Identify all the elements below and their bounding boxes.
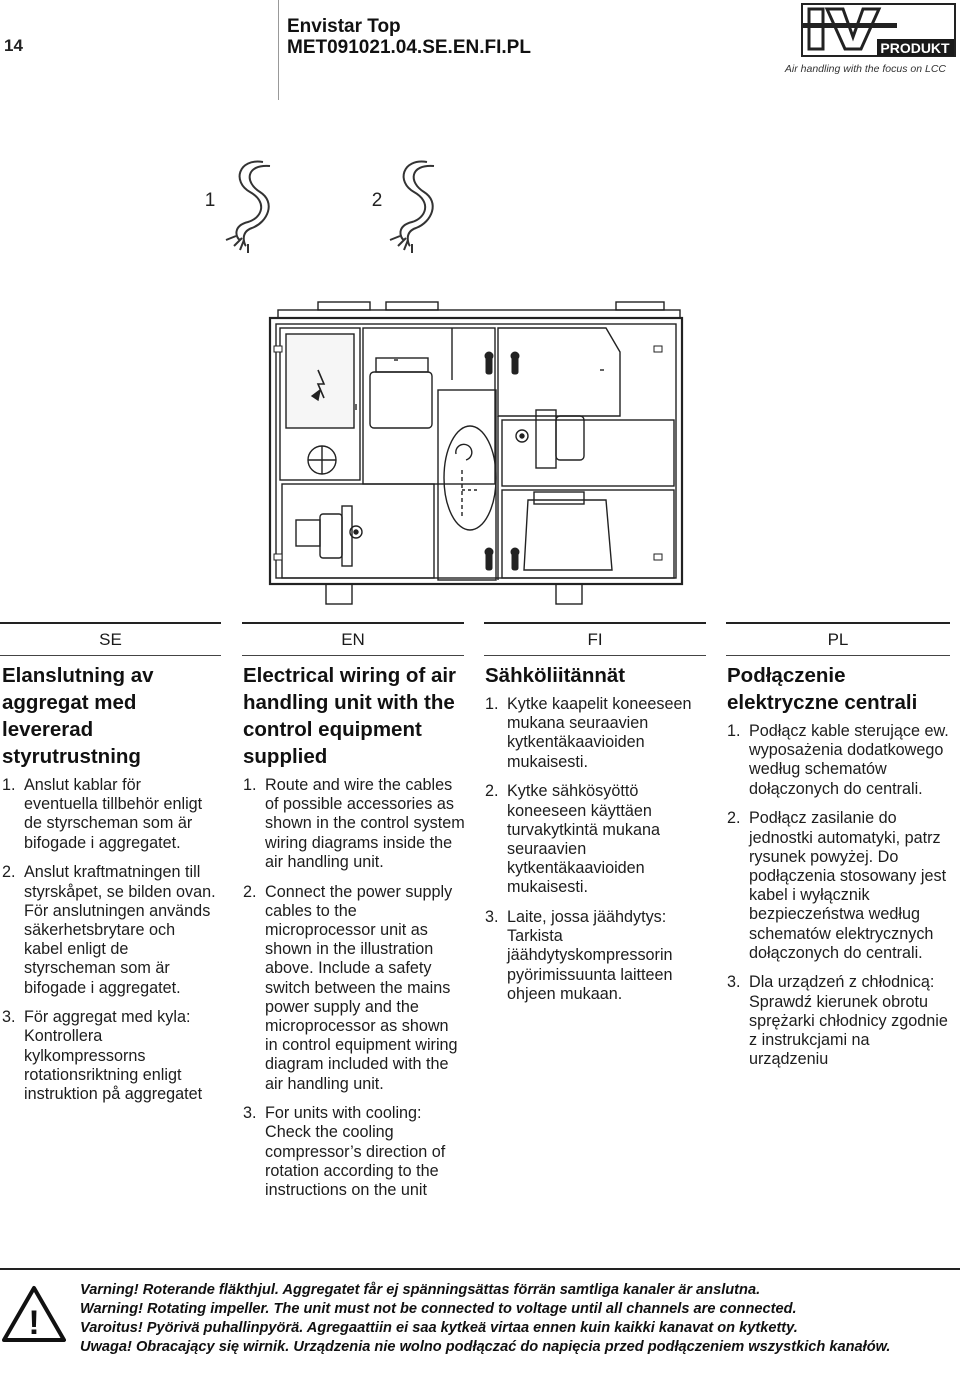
warning-text bbox=[80, 1281, 952, 1357]
step-text: För aggregat med kyla: Kontrollera kylkompressorns rotationsriktning enligt instruktion på aggregatet bbox=[24, 1008, 203, 1104]
step-text: Kytke sähkösyöttö koneeseen käyttäen turvakytkintä mukana seuraavien kytkentäkaavioiden mukaisesti. bbox=[507, 782, 660, 897]
step-number: 1. bbox=[485, 695, 499, 713]
document-code: MET091021.04.SE.EN.FI.PL bbox=[287, 37, 531, 58]
step-text: Dla urządzeń z chłodnicą: Sprawdź kierunek obrotu sprężarki chłodnicy zgodnie z instrukcjami na urządzeniu bbox=[749, 973, 948, 1069]
step-text: Laite, jossa jäähdytys: Tarkista jäähdytyskompressorin pyörimissuunta laitteen ohjeen mukaan. bbox=[507, 908, 673, 1003]
warning-symbol: ! bbox=[28, 1304, 40, 1342]
step-number: 3. bbox=[243, 1104, 257, 1123]
section-heading-pl: Podłączenie elektryczne centrali bbox=[727, 664, 918, 714]
logo-word: PRODUKT bbox=[880, 40, 950, 56]
step-text: Anslut kablar för eventuella tillbehör enligt de styrscheman som är bifogade i aggregatet. bbox=[24, 776, 203, 852]
step-item bbox=[727, 722, 949, 799]
steps-list-se bbox=[2, 776, 216, 1104]
step-item bbox=[727, 973, 949, 1069]
step-number: 2. bbox=[485, 782, 499, 801]
header-divider bbox=[0, 0, 279, 100]
step-text: Route and wire the cables of possible accessories as shown in the control system wiring diagrams inside the air handling unit. bbox=[265, 776, 465, 871]
step-text: Connect the power supply cables to the microprocessor unit as shown in the illustration above. Include a safety switch between the mains power supply and the microprocessor as shown in control equipment wiring diagram included with the air handling unit. bbox=[265, 882, 458, 1093]
warning-line-pl: Uwaga! Obracający się wirnik. Urządzenia nie wolno podłączać do napięcia przed podłączeniem wszystkich kanałów. bbox=[80, 1339, 891, 1355]
cable-2-label: 2 bbox=[371, 190, 383, 211]
section-heading-fi: Sähköliitännät bbox=[485, 664, 626, 687]
cable-1-label: 1 bbox=[204, 190, 216, 211]
warning-line-fi: Varoitus! Pyörivä puhallinpyörä. Agregaattiin ei saa kytkeä virtaa ennen kuin kaikki kanavat on kytketty. bbox=[80, 1320, 798, 1336]
air-handling-unit-drawing bbox=[270, 302, 682, 604]
warning-triangle-icon bbox=[2, 1285, 66, 1343]
step-number: 3. bbox=[485, 908, 499, 927]
step-item bbox=[2, 863, 216, 997]
column-en bbox=[243, 662, 465, 1211]
step-number: 3. bbox=[2, 1008, 16, 1027]
step-number: 3. bbox=[727, 973, 741, 992]
step-item bbox=[2, 1008, 216, 1104]
step-number: 1. bbox=[2, 776, 16, 794]
column-se bbox=[2, 662, 216, 1115]
step-item bbox=[485, 908, 707, 1004]
step-number: 1. bbox=[727, 722, 741, 740]
warning-line-en: Warning! Rotating impeller. The unit must not be connected to voltage until all channels are connected. bbox=[80, 1301, 797, 1317]
step-item bbox=[243, 883, 465, 1094]
section-heading-en: Electrical wiring of air handling unit with the control equipment supplied bbox=[243, 664, 457, 768]
step-number: 2. bbox=[2, 863, 16, 882]
warning-line-se: Varning! Roterande fläkthjul. Aggregatet får ej spänningsättas förrän samtliga kanaler är anslutna. bbox=[80, 1282, 761, 1298]
steps-list-en bbox=[243, 776, 465, 1200]
step-text: Anslut kraftmatningen till styrskåpet, se bilden ovan. För anslutningen används säkerhetsbrytare och kabel enligt de styrscheman som är bifogade i aggregatet. bbox=[24, 863, 216, 997]
product-name: Envistar Top bbox=[287, 16, 401, 37]
step-item bbox=[243, 1104, 465, 1200]
step-number: 2. bbox=[727, 809, 741, 828]
step-text: Podłącz zasilanie do jednostki automatyki, patrz rysunek powyżej. Do podłączenia stosowany jest kabel i wyłącznik bezpieczeństwa według schematów elektrycznych dołączonych do centrali. bbox=[749, 809, 947, 962]
step-number: 1. bbox=[243, 776, 257, 794]
warning-divider bbox=[0, 1268, 960, 1270]
step-item bbox=[727, 809, 949, 963]
column-pl bbox=[727, 662, 949, 1080]
cable-2-icon bbox=[390, 162, 434, 253]
document-title bbox=[287, 16, 531, 58]
step-text: Podłącz kable sterujące ew. wyposażenia dodatkowego według schematów dołączonych do centrali. bbox=[749, 722, 949, 798]
lang-header-en: EN bbox=[242, 622, 464, 656]
step-text: For units with cooling: Check the cooling compressor’s direction of rotation according to the instructions on the unit bbox=[265, 1104, 446, 1200]
unit-wiring-illustration bbox=[0, 120, 960, 620]
page-number: 14 bbox=[4, 36, 23, 55]
steps-list-fi bbox=[485, 695, 707, 1004]
step-item bbox=[2, 776, 216, 853]
lang-header-fi: FI bbox=[484, 622, 706, 656]
step-number: 2. bbox=[243, 882, 257, 901]
steps-list-pl bbox=[727, 722, 949, 1069]
section-heading-se: Elanslutning av aggregat med levererad styrutrustning bbox=[2, 664, 154, 768]
step-item bbox=[485, 695, 707, 772]
tagline: Air handling with the focus on LCC bbox=[784, 63, 946, 75]
lang-header-pl: PL bbox=[726, 622, 950, 656]
step-text: Kytke kaapelit koneeseen mukana seuraavien kytkentäkaavioiden mukaisesti. bbox=[507, 695, 692, 771]
step-item bbox=[485, 782, 707, 897]
column-fi bbox=[485, 662, 707, 1015]
step-item bbox=[243, 776, 465, 872]
lang-header-se: SE bbox=[0, 622, 221, 656]
cable-1-icon bbox=[226, 162, 270, 253]
